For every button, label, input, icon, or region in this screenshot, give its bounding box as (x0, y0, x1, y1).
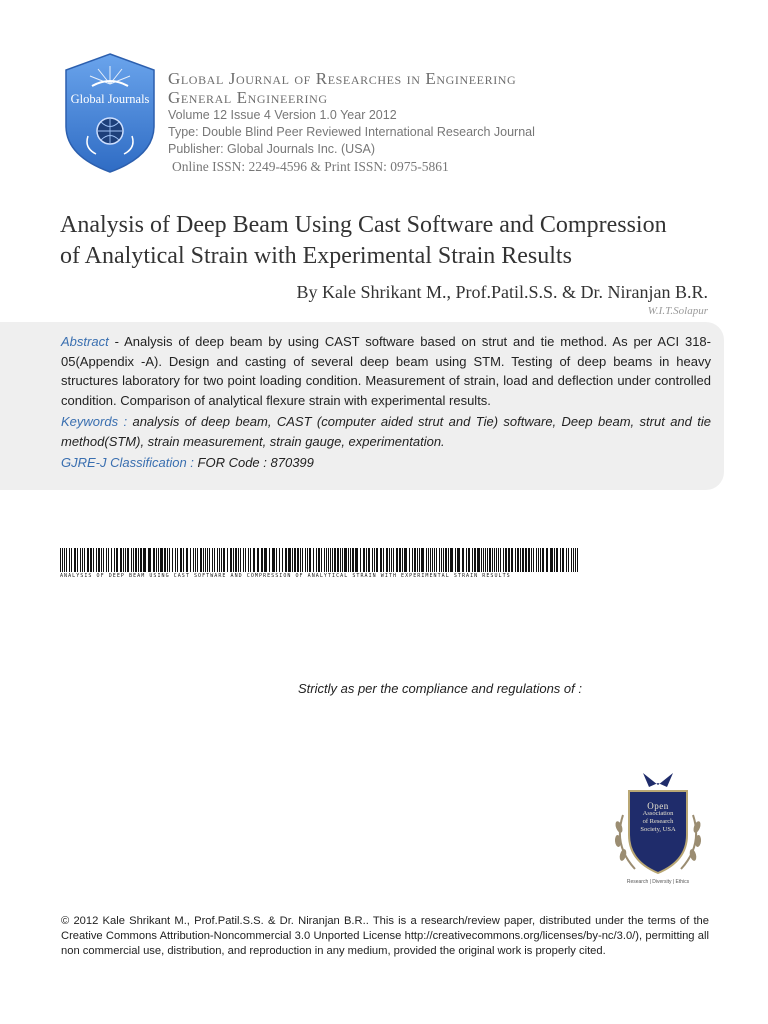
barcode-bar (457, 548, 460, 572)
barcode-bar (180, 548, 182, 572)
barcode-bar (106, 548, 107, 572)
barcode-bar (496, 548, 497, 572)
barcode-bar (261, 548, 263, 572)
barcode-bar (360, 548, 361, 572)
barcode-bar (269, 548, 270, 572)
barcode-bar (111, 548, 112, 572)
paper-authors: By Kale Shrikant M., Prof.Patil.S.S. & Dr. Niranjan B.R. (296, 282, 708, 302)
barcode-bar (305, 548, 306, 572)
barcode-bar (332, 548, 333, 572)
barcode-bar (98, 548, 100, 572)
barcode-bar (282, 548, 283, 572)
barcode-bar (123, 548, 124, 572)
barcode-bar (538, 548, 539, 572)
classification-paragraph (61, 453, 711, 473)
barcode-bar (520, 548, 521, 572)
barcode-bar (297, 548, 299, 572)
barcode-bar (409, 548, 410, 572)
barcode-bar (227, 548, 228, 572)
barcode-bar (386, 548, 388, 572)
barcode-bar (554, 548, 555, 572)
barcode-caption: ANALYSIS OF DEEP BEAM USING CAST SOFTWARE AND COMPRESSION OF ANALYTICAL STRAIN WITH EXPERIMENTAL STRAIN RESULTS (60, 573, 511, 579)
barcode-bar (441, 548, 442, 572)
barcode-bar (330, 548, 331, 572)
barcode-bar (195, 548, 196, 572)
barcode-bar (69, 548, 70, 572)
seal-line-2: Association (642, 810, 674, 817)
barcode-bar (372, 548, 373, 572)
barcode-bar (80, 548, 81, 572)
keywords-text: analysis of deep beam, CAST (computer aided strut and Tie) software, Deep beam, strut and tie method(STM), strain measurement, strain gauge, experimentation. (61, 414, 711, 449)
barcode-bar (257, 548, 259, 572)
barcode-bar (374, 548, 375, 572)
journal-name: Global Journal of Researches in Engineering (168, 69, 517, 88)
barcode-bar (342, 548, 343, 572)
barcode-bar (214, 548, 215, 572)
volume-line: Volume 12 Issue 4 Version 1.0 Year 2012 (168, 108, 397, 122)
barcode-bar (344, 548, 347, 572)
logo-text: Global Journals (70, 92, 150, 106)
barcode-bar (140, 548, 142, 572)
barcode-bar (328, 548, 329, 572)
barcode-bar (302, 548, 303, 572)
barcode-bar (108, 548, 109, 572)
barcode-bar (160, 548, 163, 572)
barcode-bar (522, 548, 524, 572)
barcode-bar (500, 548, 501, 572)
barcode-bar (167, 548, 168, 572)
barcode-bar (355, 548, 358, 572)
barcode-bar (477, 548, 480, 572)
barcode-bar (120, 548, 122, 572)
barcode-bar (389, 548, 390, 572)
barcode-bar (203, 548, 204, 572)
barcode-bar (550, 548, 553, 572)
barcode-bar (74, 548, 76, 572)
barcode-bar (101, 548, 102, 572)
barcode-bar (573, 548, 574, 572)
barcode-bar (235, 548, 237, 572)
barcode-bar (414, 548, 416, 572)
barcode-bar (190, 548, 191, 572)
barcode-bar (450, 548, 453, 572)
barcode-bar (276, 548, 277, 572)
barcode-bar (421, 548, 424, 572)
barcode-bar (324, 548, 325, 572)
barcode-bar (223, 548, 225, 572)
keywords-paragraph (61, 412, 711, 451)
barcode-bar (568, 548, 569, 572)
barcode-bar (114, 548, 115, 572)
barcode-bar (533, 548, 534, 572)
barcode-bar (248, 548, 249, 572)
barcode-bar (230, 548, 232, 572)
barcode-bar (253, 548, 255, 572)
paper-title-line-2: of Analytical Strain with Experimental Strain Results (60, 243, 572, 269)
barcode-bar (71, 548, 72, 572)
barcode-bar (439, 548, 440, 572)
barcode-bar (316, 548, 317, 572)
license-footer: © 2012 Kale Shrikant M., Prof.Patil.S.S. & Dr. Niranjan B.R.. This is a research/review paper, distributed under the terms of the Creative Commons Attribution-Noncommercial 3.0 Unported License http://creativecommons.org/licenses/by-nc/3.0/), permitting all non commercial use, distribution, and reproduction in any medium, provided the original work is properly cited. (61, 915, 709, 957)
barcode-bar (503, 548, 504, 572)
barcode-bar (66, 548, 67, 572)
barcode-bar (87, 548, 89, 572)
barcode-bar (233, 548, 234, 572)
barcode-bar (577, 548, 578, 572)
abstract-content (61, 332, 711, 475)
barcode-bar (436, 548, 437, 572)
barcode-bar (334, 548, 336, 572)
barcode-bar (508, 548, 510, 572)
barcode-bar (481, 548, 482, 572)
issn-line: Online ISSN: 2249-4596 & Print ISSN: 0975-5861 (172, 159, 449, 174)
barcode-bar (352, 548, 354, 572)
barcode-bar (376, 548, 378, 572)
barcode-bar (172, 548, 173, 572)
barcode-bar (62, 548, 63, 572)
barcode-bar (455, 548, 456, 572)
barcode-bar (285, 548, 287, 572)
barcode-bar (221, 548, 222, 572)
barcode-bar (531, 548, 532, 572)
barcode-bar (127, 548, 129, 572)
barcode-bar (517, 548, 519, 572)
barcode-bar (175, 548, 176, 572)
barcode-bar (264, 548, 267, 572)
barcode-bar (432, 548, 433, 572)
publisher-line: Publisher: Global Journals Inc. (USA) (168, 142, 376, 156)
barcode-bar (434, 548, 435, 572)
barcode-bar (84, 548, 85, 572)
barcode-bar (103, 548, 104, 572)
barcode-bar (321, 548, 322, 572)
barcode-bar (560, 548, 561, 572)
barcode-bar (536, 548, 537, 572)
seal-line-4: Society, USA (640, 826, 676, 833)
abstract-paragraph (61, 332, 711, 410)
barcode-bar (326, 548, 327, 572)
barcode-bar (177, 548, 178, 572)
barcode-bar (125, 548, 126, 572)
barcode-bar (309, 548, 311, 572)
paper-title-line-1: Analysis of Deep Beam Using Cast Software and Compression (60, 212, 667, 238)
barcode-bar (472, 548, 473, 572)
barcode-bar (193, 548, 194, 572)
barcode-bar (64, 548, 65, 572)
barcode-bar (158, 548, 159, 572)
seal-line-1: Open (647, 801, 669, 811)
barcode-bar (272, 548, 275, 572)
barcode-bar (540, 548, 541, 572)
barcode-bar (348, 548, 349, 572)
barcode-bar (443, 548, 444, 572)
barcode-bar (131, 548, 132, 572)
barcode-bar (492, 548, 493, 572)
barcode-bar (448, 548, 449, 572)
barcode-bar (238, 548, 239, 572)
barcode-bar (562, 548, 564, 572)
barcode-bar (566, 548, 567, 572)
barcode-bar (207, 548, 208, 572)
barcode-bar (542, 548, 544, 572)
barcode-bar (468, 548, 470, 572)
classification-text: FOR Code : 870399 (193, 455, 314, 470)
barcode-bar (156, 548, 157, 572)
seal-line-3: of Research (642, 818, 674, 825)
abstract-text: - Analysis of deep beam by using CAST software based on strut and tie method. As per ACI 318-05(Appendix -A). Design and casting of several deep beam using STM. Testing of deep beams in heavy structures laboratory for two point loading condition. Measurement of strain, load and deflection under controlled condition. Comparison of analytical flexure strain with experimental results. (61, 334, 711, 408)
barcode-bar (430, 548, 431, 572)
barcode-bar (511, 548, 513, 572)
barcode-bar (546, 548, 548, 572)
author-affiliation: W.I.T.Solapur (647, 305, 708, 317)
barcode-bar (279, 548, 280, 572)
barcode-bar (571, 548, 572, 572)
barcode-bar (575, 548, 576, 572)
barcode-bar (489, 548, 491, 572)
barcode-bar (143, 548, 146, 572)
barcode-bar (515, 548, 516, 572)
barcode-bar (363, 548, 365, 572)
barcode-bar (307, 548, 308, 572)
barcode-bar (404, 548, 407, 572)
barcode-bar (153, 548, 155, 572)
journal-section: General Engineering (168, 88, 328, 107)
barcode-bar (483, 548, 484, 572)
barcode-bar (419, 548, 420, 572)
barcode-bar (209, 548, 210, 572)
barcode-bar (200, 548, 202, 572)
barcode-bar (300, 548, 301, 572)
barcode-bar (350, 548, 351, 572)
barcode-bar (474, 548, 476, 572)
barcode-bar (245, 548, 246, 572)
barcode-bar (205, 548, 206, 572)
seal-motto: Research | Diversity | Ethics (626, 879, 690, 885)
barcode-bar (412, 548, 413, 572)
barcode-bar (82, 548, 83, 572)
barcode-bar (368, 548, 370, 572)
barcode-bar (525, 548, 527, 572)
oars-seal (605, 765, 711, 889)
barcode-bar (393, 548, 394, 572)
barcode-bar (138, 548, 139, 572)
barcode-bar (243, 548, 244, 572)
barcode-bar (148, 548, 151, 572)
barcode-bar (294, 548, 296, 572)
classification-label: GJRE-J Classification : (61, 455, 194, 470)
barcode-bar (240, 548, 241, 572)
barcode-bar (135, 548, 137, 572)
global-journals-logo (62, 52, 158, 174)
barcode-bar (318, 548, 320, 572)
abstract-label: Abstract (61, 334, 109, 349)
barcode-bar (402, 548, 403, 572)
barcode-bar (219, 548, 220, 572)
barcode-bar (396, 548, 398, 572)
barcode-bar (183, 548, 184, 572)
journal-info (168, 69, 728, 175)
paper-title (60, 210, 720, 272)
barcode-bar (337, 548, 339, 572)
barcode-bar (556, 548, 558, 572)
barcode-bar (391, 548, 392, 572)
barcode-bar (366, 548, 367, 572)
barcode-bar (197, 548, 198, 572)
barcode-bar (212, 548, 213, 572)
compliance-statement: Strictly as per the compliance and regulations of : (298, 681, 582, 696)
barcode-bar (186, 548, 188, 572)
barcode-bar (217, 548, 218, 572)
barcode-bar (133, 548, 134, 572)
barcode-bar (528, 548, 530, 572)
barcode-bar (487, 548, 488, 572)
barcode-image (60, 548, 580, 572)
barcode-bar (399, 548, 401, 572)
type-line: Type: Double Blind Peer Reviewed International Research Journal (168, 125, 535, 139)
barcode-bar (428, 548, 429, 572)
keywords-label: Keywords : (61, 414, 128, 429)
barcode-bar (426, 548, 427, 572)
barcode-bar (505, 548, 507, 572)
barcode-bar (60, 548, 61, 572)
barcode-bar (169, 548, 170, 572)
barcode-bar (93, 548, 94, 572)
barcode-bar (445, 548, 447, 572)
barcode-bar (90, 548, 92, 572)
barcode-bar (462, 548, 464, 572)
barcode-bar (383, 548, 384, 572)
barcode-bar (164, 548, 166, 572)
barcode-bar (313, 548, 314, 572)
barcode-bar (292, 548, 293, 572)
barcode-bar (417, 548, 418, 572)
barcode-bar (288, 548, 291, 572)
barcode-bar (77, 548, 78, 572)
barcode-bar (96, 548, 97, 572)
barcode-bar (485, 548, 486, 572)
barcode-bar (494, 548, 495, 572)
barcode-bar (380, 548, 382, 572)
barcode-bar (116, 548, 118, 572)
barcode-bar (250, 548, 251, 572)
barcode-bar (466, 548, 467, 572)
barcode-bar (498, 548, 499, 572)
barcode-bar (340, 548, 341, 572)
